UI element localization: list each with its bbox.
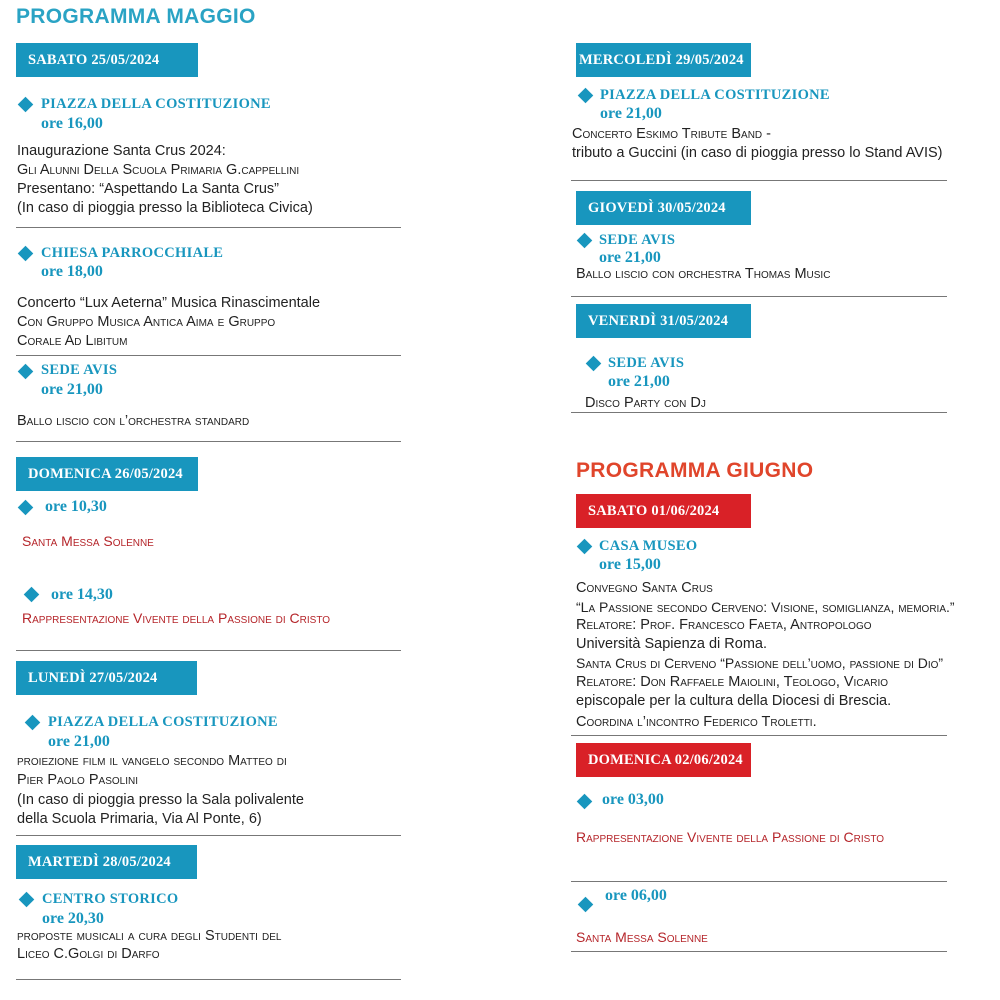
- event-desc-red: Santa Messa Solenne: [576, 929, 708, 945]
- diamond-bullet-icon: [18, 97, 34, 113]
- diamond-bullet-icon: [18, 364, 34, 380]
- divider: [16, 650, 401, 651]
- divider: [571, 951, 947, 952]
- event-desc-line: episcopale per la cultura della Diocesi di Brescia.: [576, 693, 892, 709]
- divider: [571, 180, 947, 181]
- event-desc-line: Concerto “Lux Aeterna” Musica Rinascimentale: [17, 295, 321, 311]
- event-desc-line: Pier Paolo Pasolini: [17, 772, 138, 788]
- event-time: ore 10,30: [45, 498, 107, 515]
- event-time: ore 20,30: [42, 910, 104, 927]
- may-program-title: PROGRAMMA MAGGIO: [16, 5, 256, 28]
- date-badge-sun26: DOMENICA 26/05/2024: [16, 457, 198, 491]
- event-time: ore 21,00: [600, 105, 662, 122]
- event-desc-line: Inaugurazione Santa Crus 2024:: [17, 143, 226, 159]
- event-desc-line: Corale Ad Libitum: [17, 333, 128, 349]
- event-place: SEDE AVIS: [608, 355, 685, 371]
- event-desc-line: Ballo liscio con orchestra Thomas Music: [576, 266, 831, 282]
- event-desc-line: Relatore: Prof. Francesco Faeta, Antropologo: [576, 617, 872, 633]
- event-time: ore 06,00: [605, 887, 667, 904]
- event-place: CASA MUSEO: [599, 538, 698, 554]
- event-desc-red: Rappresentazione Vivente della Passione di Cristo: [22, 610, 331, 626]
- event-desc-line: “La Passione secondo Cerveno: Visione, somiglianza, memoria.”: [576, 599, 955, 615]
- event-place: CENTRO STORICO: [42, 891, 179, 907]
- event-desc-line: della Scuola Primaria, Via Al Ponte, 6): [17, 811, 262, 827]
- event-place: SEDE AVIS: [41, 362, 118, 378]
- event-time: ore 21,00: [599, 249, 661, 266]
- event-desc-line: Convegno Santa Crus: [576, 580, 713, 596]
- event-desc-line: (In caso di pioggia presso la Biblioteca Civica): [17, 200, 313, 216]
- event-desc-line: Ballo liscio con l’orchestra standard: [17, 413, 250, 429]
- date-badge-mon27: LUNEDÌ 27/05/2024: [16, 661, 197, 695]
- divider: [571, 881, 947, 882]
- event-desc-line: (In caso di pioggia presso la Sala polivalente: [17, 792, 304, 808]
- diamond-bullet-icon: [18, 500, 34, 516]
- date-badge-thu30: GIOVEDÌ 30/05/2024: [576, 191, 751, 225]
- diamond-bullet-icon: [578, 897, 594, 913]
- divider: [571, 412, 947, 413]
- date-badge-fri31: VENERDÌ 31/05/2024: [576, 304, 751, 338]
- event-desc-line: [17, 752, 287, 771]
- event-time: ore 21,00: [608, 373, 670, 390]
- event-desc-red: Santa Messa Solenne: [22, 533, 154, 549]
- event-place: SEDE AVIS: [599, 232, 676, 248]
- diamond-bullet-icon: [586, 356, 602, 372]
- event-desc-line: Relatore: Don Raffaele Maiolini, Teologo, Vicario: [576, 674, 889, 690]
- event-time: ore 03,00: [602, 791, 664, 808]
- date-badge-wed29: MERCOLEDÌ 29/05/2024: [576, 43, 751, 77]
- event-desc-line: Con Gruppo Musica Antica Aima e Gruppo: [17, 314, 276, 330]
- divider: [571, 296, 947, 297]
- event-place: CHIESA PARROCCHIALE: [41, 245, 224, 261]
- divider: [16, 227, 401, 228]
- diamond-bullet-icon: [578, 88, 594, 104]
- event-desc-line: Santa Crus di Cerveno “Passione dell’uomo, passione di Dio”: [576, 655, 944, 671]
- diamond-bullet-icon: [577, 794, 593, 810]
- event-place: PIAZZA DELLA COSTITUZIONE: [41, 96, 271, 112]
- date-badge-sat01: SABATO 01/06/2024: [576, 494, 751, 528]
- diamond-bullet-icon: [577, 233, 593, 249]
- date-badge-sun02: DOMENICA 02/06/2024: [576, 743, 751, 777]
- divider: [16, 835, 401, 836]
- event-desc-line: Concerto Eskimo Tribute Band -: [572, 126, 772, 142]
- diamond-bullet-icon: [25, 715, 41, 731]
- event-desc-line: Coordina l’incontro Federico Troletti.: [576, 714, 817, 730]
- event-time: ore 14,30: [51, 586, 113, 603]
- diamond-bullet-icon: [18, 246, 34, 262]
- event-desc-line: Gli Alunni Della Scuola Primaria G.cappellini: [17, 162, 300, 178]
- divider: [16, 355, 401, 356]
- event-time: ore 18,00: [41, 263, 103, 280]
- divider: [16, 979, 401, 980]
- event-desc-line: Disco Party con Dj: [585, 395, 706, 411]
- event-time: ore 21,00: [41, 381, 103, 398]
- divider: [16, 441, 401, 442]
- event-place: PIAZZA DELLA COSTITUZIONE: [600, 87, 830, 103]
- diamond-bullet-icon: [24, 587, 40, 603]
- diamond-bullet-icon: [577, 539, 593, 555]
- event-place: PIAZZA DELLA COSTITUZIONE: [48, 714, 278, 730]
- event-desc-line: proposte musicali a cura degli Studenti del: [17, 928, 282, 944]
- date-badge-sat25: SABATO 25/05/2024: [16, 43, 198, 77]
- event-time: ore 21,00: [48, 733, 110, 750]
- event-time: ore 16,00: [41, 115, 103, 132]
- event-desc-line: Università Sapienza di Roma.: [576, 636, 768, 652]
- june-program-title: PROGRAMMA GIUGNO: [576, 459, 814, 482]
- event-time: ore 15,00: [599, 556, 661, 573]
- event-desc-line: tributo a Guccini (in caso di pioggia presso lo Stand AVIS): [572, 145, 943, 161]
- diamond-bullet-icon: [19, 892, 35, 908]
- date-badge-tue28: MARTEDÌ 28/05/2024: [16, 845, 197, 879]
- event-desc-line: Presentano: “Aspettando La Santa Crus”: [17, 181, 279, 197]
- desc-part: proiezione film il vangelo secondo Matteo di: [17, 753, 287, 769]
- event-desc-red: Rappresentazione Vivente della Passione di Cristo: [576, 829, 885, 845]
- divider: [571, 735, 947, 736]
- event-desc-line: Liceo C.Golgi di Darfo: [17, 946, 160, 962]
